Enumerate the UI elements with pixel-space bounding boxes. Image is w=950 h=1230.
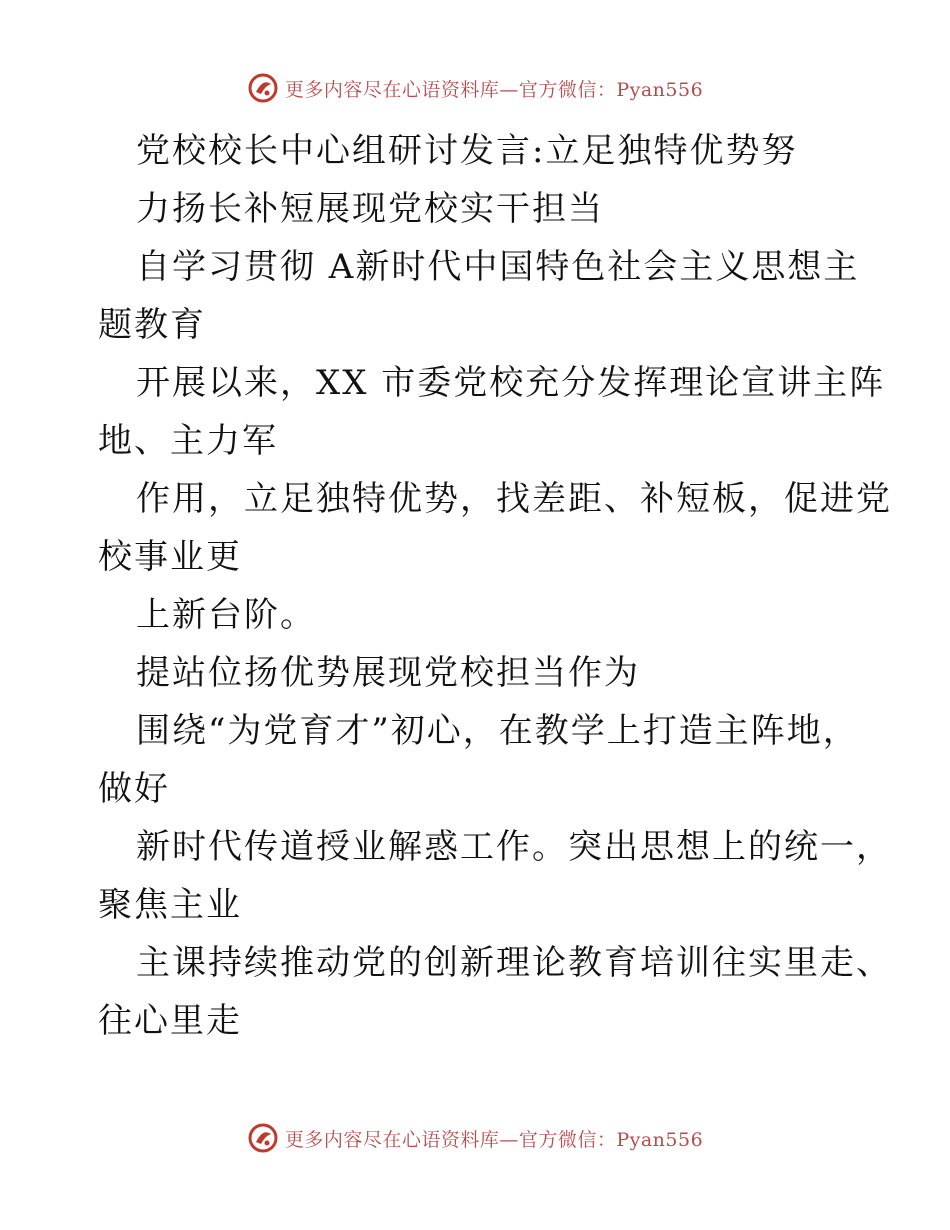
logo-icon — [247, 72, 279, 104]
document-line: 做好 — [98, 769, 170, 809]
document-line: 题教育 — [98, 305, 206, 345]
document-body — [98, 122, 892, 1050]
footer-banner — [0, 1122, 950, 1154]
document-line: 提站位扬优势展现党校担当作为 — [136, 653, 640, 693]
document-line: 地、主力军 — [98, 421, 278, 461]
document-line: 党校校长中心组研讨发言:立足独特优势努 — [136, 131, 798, 171]
document-line: 自学习贯彻 A新时代中国特色社会主义思想主 — [136, 247, 860, 287]
document-line: 围绕“为党育才”初心，在教学上打造主阵地， — [136, 711, 859, 751]
document-line: 开展以来，XX 市委党校充分发挥理论宣讲主阵 — [136, 363, 886, 403]
document-line: 聚焦主业 — [98, 885, 242, 925]
document-line: 上新台阶。 — [136, 595, 316, 635]
header-banner — [0, 72, 950, 104]
header-banner-text: 更多内容尽在心语资料库—官方微信：Pyan556 — [284, 78, 704, 101]
document-line: 作用，立足独特优势，找差距、补短板，促进党 — [136, 479, 892, 519]
document-line: 往心里走 — [98, 1001, 242, 1041]
logo-icon — [247, 1122, 279, 1154]
footer-banner-text: 更多内容尽在心语资料库—官方微信：Pyan556 — [284, 1128, 704, 1151]
document-line: 校事业更 — [98, 537, 242, 577]
document-line: 新时代传道授业解惑工作。突出思想上的统一， — [136, 827, 892, 867]
document-line: 主课持续推动党的创新理论教育培训往实里走、 — [136, 943, 892, 983]
document-line: 力扬长补短展现党校实干担当 — [136, 189, 604, 229]
